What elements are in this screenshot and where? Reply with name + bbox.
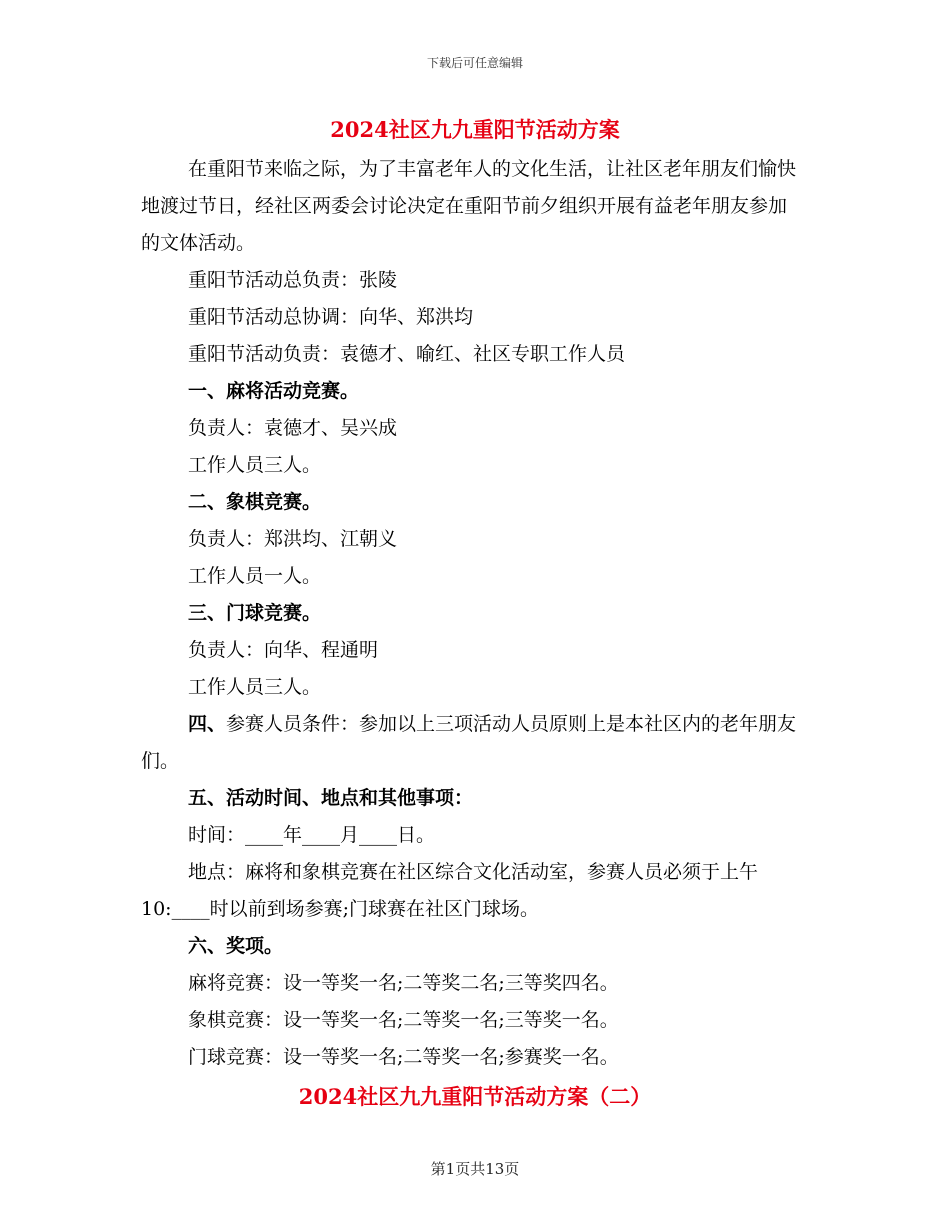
section-6-mahjong: 麻将竞赛：设一等奖一名;二等奖二名;三等奖四名。 (188, 972, 619, 994)
section-6-chess: 象棋竞赛：设一等奖一名;二等奖一名;三等奖一名。 (188, 1009, 619, 1031)
second-document-title: 2024社区九九重阳节活动方案（二） (298, 1084, 652, 1109)
organizers-line: 重阳节活动负责：袁德才、喻红、社区专职工作人员 (188, 343, 626, 365)
section-5-heading: 五、活动时间、地点和其他事项： (188, 787, 474, 809)
section-4-label: 四、 (188, 713, 227, 735)
page-footer: 第1页共13页 (430, 1160, 520, 1178)
section-3-staff: 工作人员三人。 (188, 676, 322, 698)
coordinator-line: 重阳节活动总协调：向华、郑洪均 (188, 306, 474, 328)
section-6-gateball: 门球竞赛：设一等奖一名;二等奖一名;参赛奖一名。 (188, 1046, 619, 1068)
section-3-leader: 负责人：向华、程通明 (188, 639, 379, 661)
section-2-staff: 工作人员一人。 (188, 565, 322, 587)
chief-line: 重阳节活动总负责：张陵 (188, 269, 398, 291)
section-2-leader: 负责人：郑洪均、江朝义 (188, 528, 398, 550)
section-6-heading: 六、奖项。 (188, 935, 284, 957)
section-1-heading: 一、麻将活动竞赛。 (188, 380, 360, 402)
page-header: 下载后可任意编辑 (426, 56, 523, 70)
section-2-heading: 二、象棋竞赛。 (188, 491, 322, 513)
section-5-place: 地点：麻将和象棋竞赛在社区综合文化活动室，参赛人员必须于上午10:____时以前到场参赛;门球赛在社区门球场。 (141, 861, 759, 920)
section-1-staff: 工作人员三人。 (188, 454, 322, 476)
document-body (141, 151, 801, 1076)
section-4-text: 参赛人员条件：参加以上三项活动人员原则上是本社区内的老年朋友们。 (141, 713, 797, 772)
intro-paragraph: 在重阳节来临之际，为了丰富老年人的文化生活，让社区老年朋友们愉快地渡过节日，经社区两委会讨论决定在重阳节前夕组织开展有益老年朋友参加的文体活动。 (141, 158, 797, 254)
section-4-paragraph (141, 706, 801, 780)
section-5-time: 时间：____年____月____日。 (188, 824, 436, 846)
section-1-leader: 负责人：袁德才、吴兴成 (188, 417, 398, 439)
document-title: 2024社区九九重阳节活动方案 (330, 117, 620, 142)
section-3-heading: 三、门球竞赛。 (188, 602, 322, 624)
